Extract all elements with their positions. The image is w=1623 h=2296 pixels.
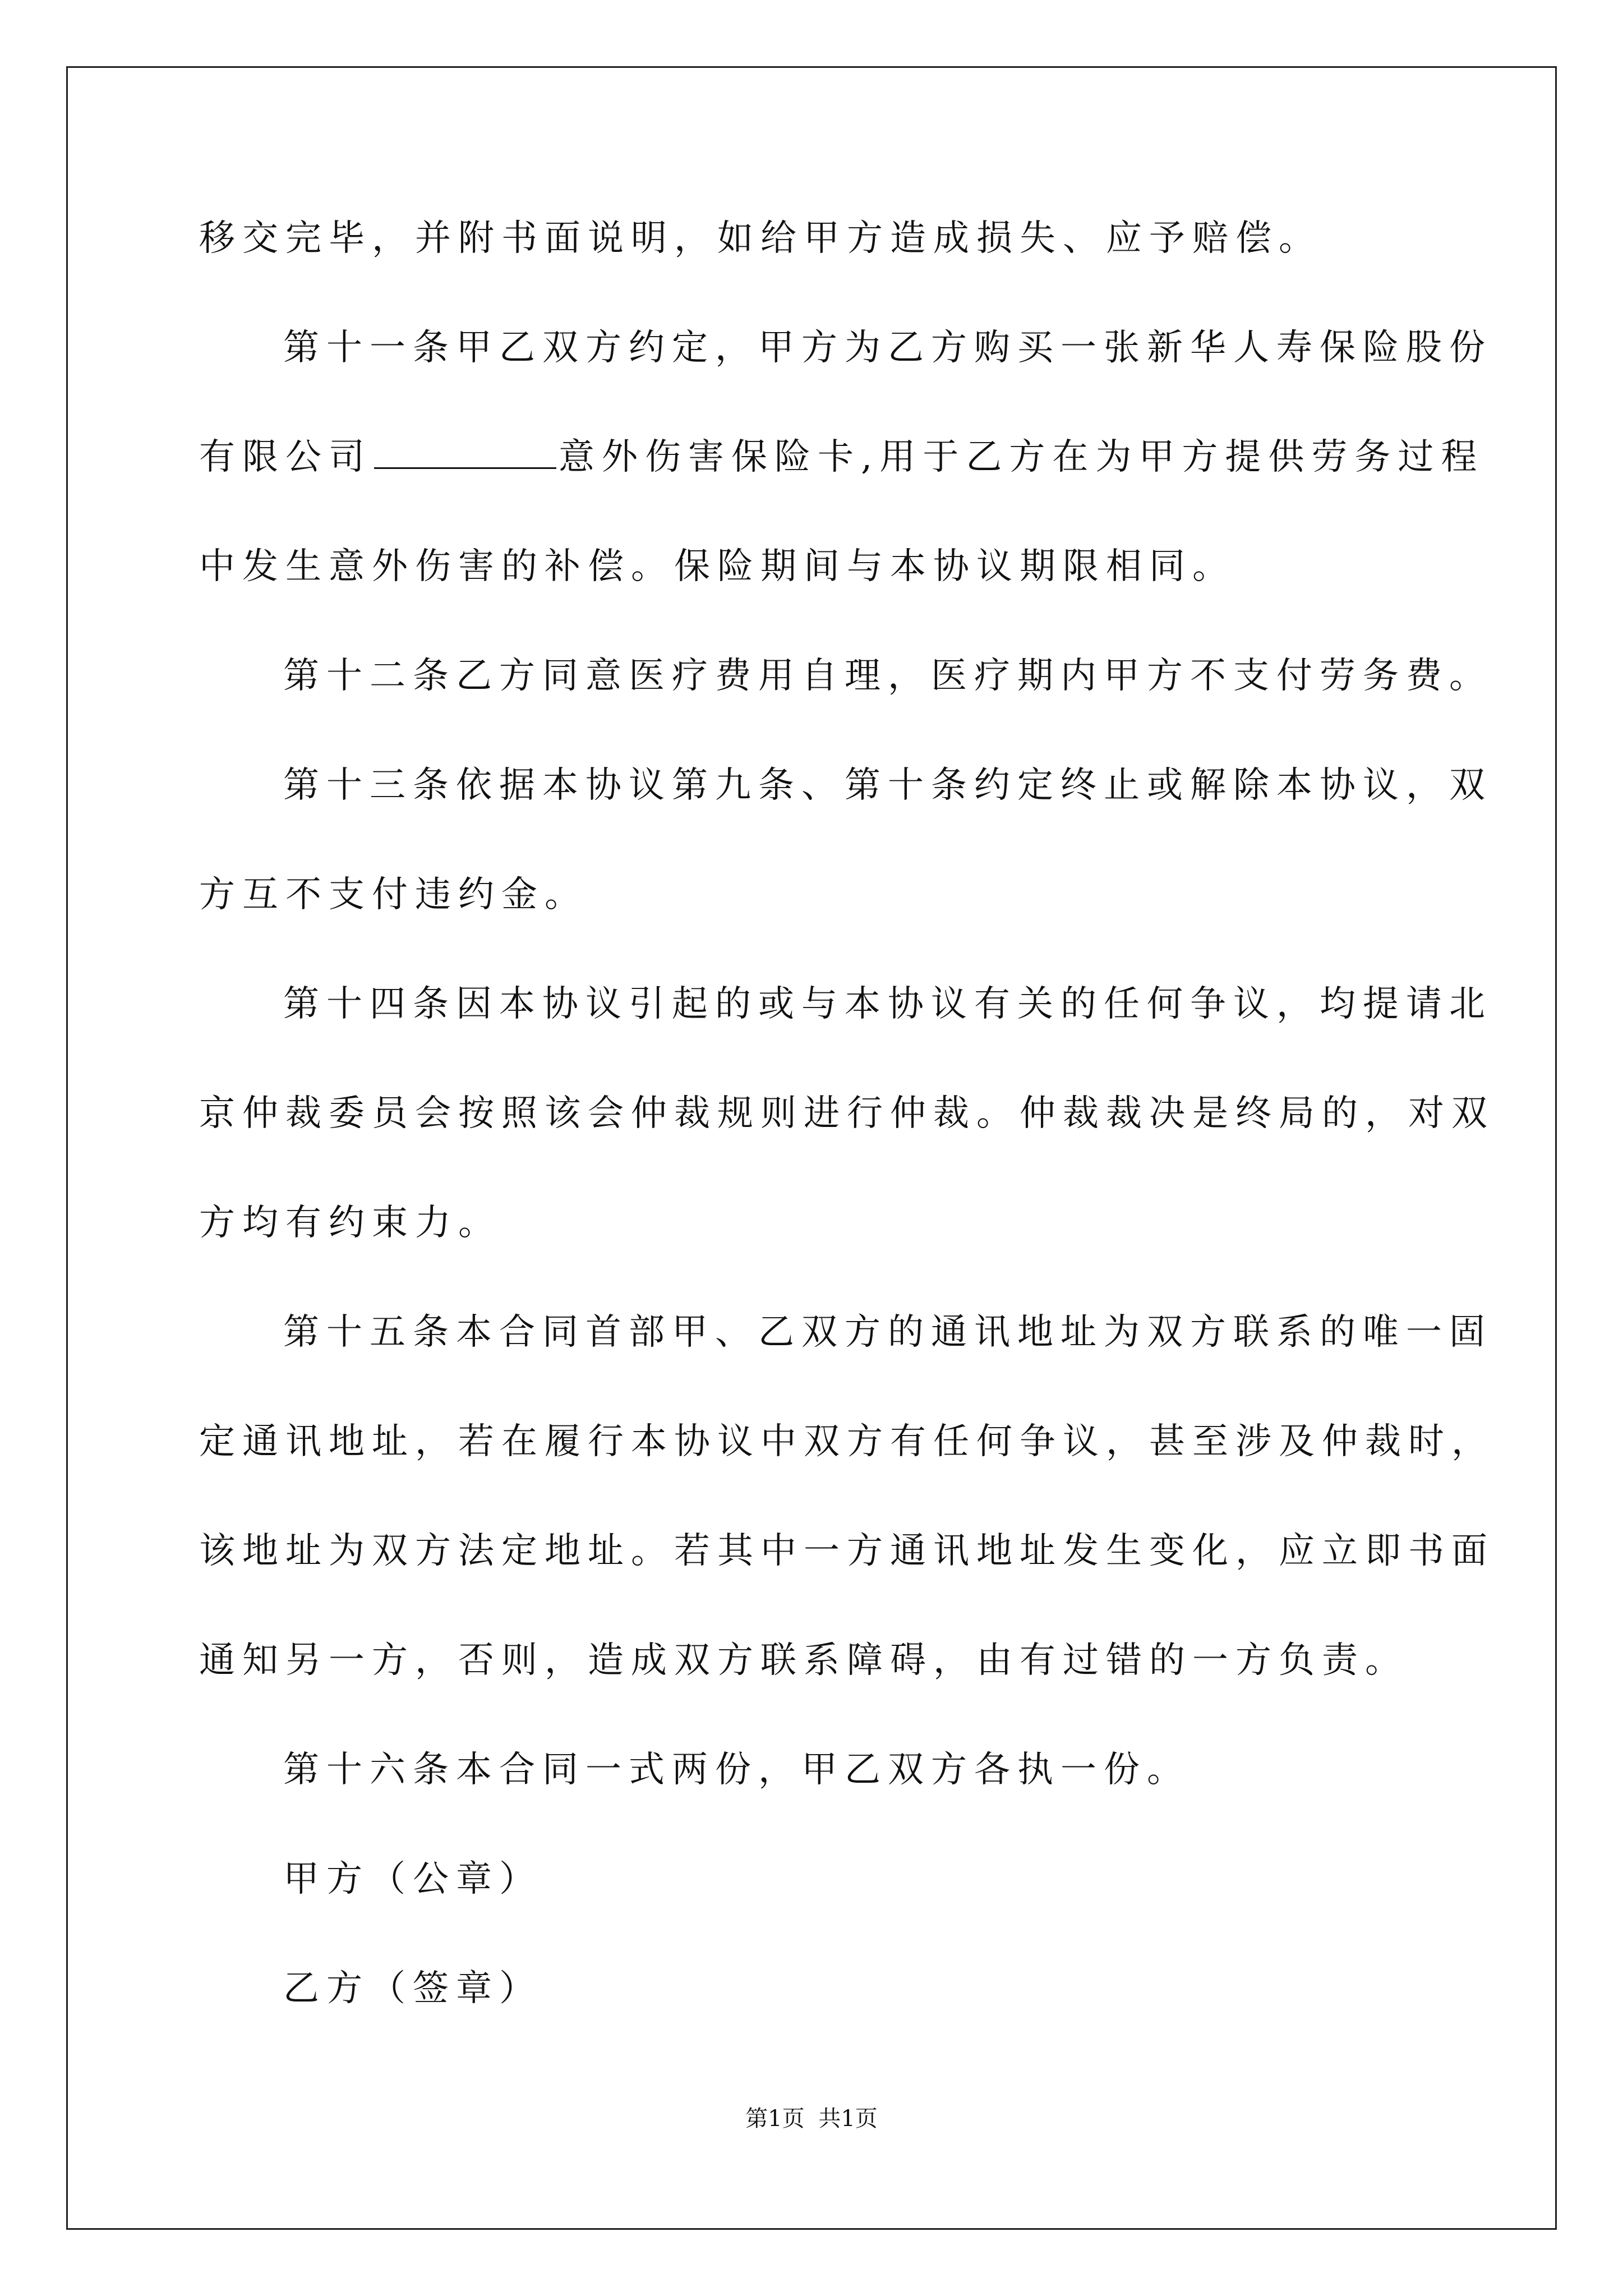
text-segment: 意外伤害保险卡,用于乙方在为甲方提供劳务过程 bbox=[559, 436, 1484, 478]
clause-15-line-3: 该地址为双方法定地址。若其中一方通讯地址发生变化，应立即书面 bbox=[199, 1530, 1495, 1572]
clause-13-line-1: 第十三条依据本协议第九条、第十条约定终止或解除本协议，双 bbox=[283, 765, 1492, 806]
page-footer bbox=[0, 2105, 1623, 2133]
page-border bbox=[66, 66, 1557, 2230]
clause-14-line-2: 京仲裁委员会按照该会仲裁规则进行仲裁。仲裁裁决是终局的，对双 bbox=[199, 1093, 1495, 1134]
clause-16: 第十六条本合同一式两份，甲乙双方各执一份。 bbox=[283, 1749, 1190, 1791]
clause-14-line-1: 第十四条因本协议引起的或与本协议有关的任何争议，均提请北 bbox=[283, 983, 1492, 1025]
party-b-signature: 乙方（签章） bbox=[283, 1968, 542, 2009]
fill-in-blank bbox=[374, 434, 556, 469]
clause-14-line-3: 方均有约束力。 bbox=[199, 1202, 501, 1244]
clause-11-line-1: 第十一条甲乙双方约定，甲方为乙方购买一张新华人寿保险股份 bbox=[283, 327, 1492, 369]
page-number: 第1页 bbox=[745, 2106, 805, 2132]
page-total: 共1页 bbox=[818, 2106, 878, 2132]
text-segment: 有限公司 bbox=[199, 436, 372, 478]
clause-11-line-3: 中发生意外伤害的补偿。保险期间与本协议期限相同。 bbox=[199, 546, 1235, 587]
clause-15-line-1: 第十五条本合同首部甲、乙双方的通讯地址为双方联系的唯一固 bbox=[283, 1312, 1492, 1353]
clause-13-line-2: 方互不支付违约金。 bbox=[199, 874, 588, 915]
party-a-seal: 甲方（公章） bbox=[283, 1858, 542, 1900]
clause-12: 第十二条乙方同意医疗费用自理，医疗期内甲方不支付劳务费。 bbox=[283, 655, 1492, 697]
clause-15-line-4: 通知另一方，否则，造成双方联系障碍，由有过错的一方负责。 bbox=[199, 1640, 1408, 1681]
clause-15-line-2: 定通讯地址，若在履行本协议中双方有任何争议，甚至涉及仲裁时， bbox=[199, 1421, 1495, 1462]
text-line: 移交完毕，并附书面说明，如给甲方造成损失、应予赔偿。 bbox=[199, 218, 1322, 259]
clause-11-line-2 bbox=[199, 432, 1484, 482]
